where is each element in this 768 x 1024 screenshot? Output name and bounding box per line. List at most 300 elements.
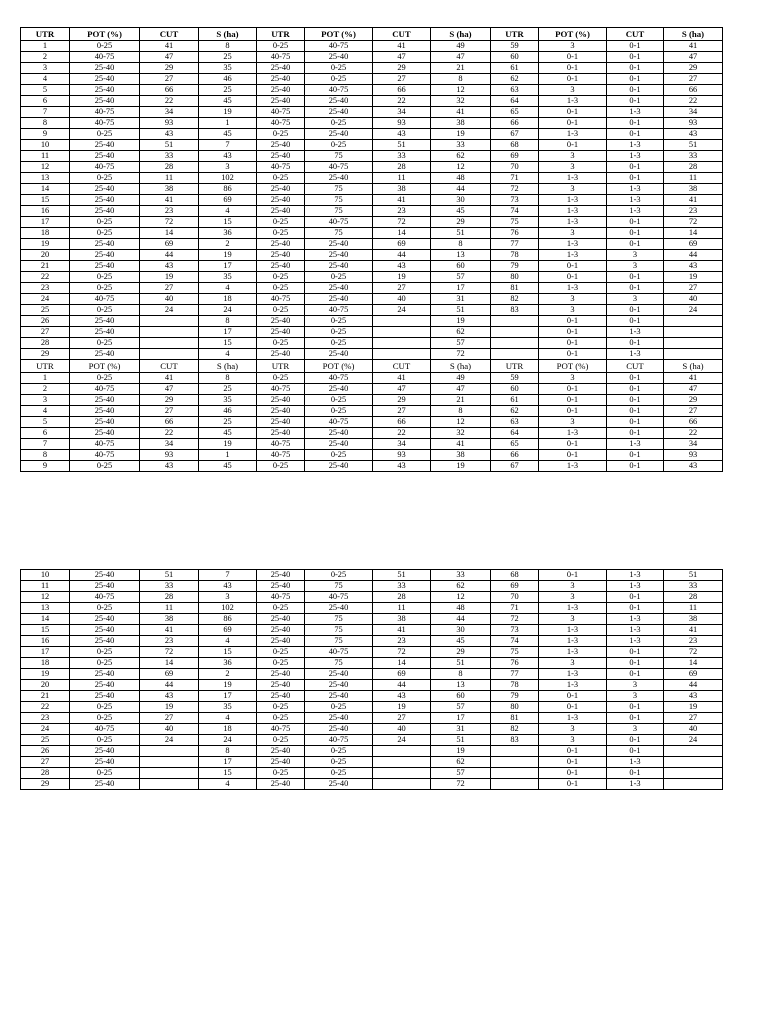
- table-row: [21, 669, 723, 680]
- table-cell: 0-25: [305, 450, 373, 461]
- table-cell: [140, 768, 199, 779]
- table-cell: 2: [21, 52, 70, 63]
- table-cell: 43: [664, 691, 723, 702]
- table-cell: 40-75: [70, 592, 140, 603]
- table-cell: 19: [373, 702, 431, 713]
- table-cell: 29: [373, 63, 431, 74]
- table-cell: 1: [21, 373, 70, 384]
- table-cell: 22: [140, 96, 199, 107]
- table-cell: 38: [664, 184, 723, 195]
- table-cell: 17: [21, 217, 70, 228]
- table-cell: 40-75: [257, 384, 305, 395]
- table-cell: 0-1: [607, 272, 664, 283]
- table-cell: 41: [373, 373, 431, 384]
- table-cell: 41: [140, 195, 199, 206]
- table-cell: 0-1: [607, 74, 664, 85]
- table-cell: 47: [140, 384, 199, 395]
- table-cell: 1-3: [607, 581, 664, 592]
- table-cell: 41: [373, 625, 431, 636]
- table-cell: 3: [539, 724, 607, 735]
- table-cell: 69: [140, 669, 199, 680]
- table-cell: 0-1: [607, 406, 664, 417]
- table-cell: 0-1: [607, 162, 664, 173]
- table-cell: 25: [199, 85, 257, 96]
- table-cell: 72: [431, 349, 491, 360]
- table-row: [21, 151, 723, 162]
- table-cell: 17: [431, 713, 491, 724]
- table-cell: 27: [140, 406, 199, 417]
- table-cell: 0-25: [257, 173, 305, 184]
- table-cell: 40-75: [70, 118, 140, 129]
- table-cell: 23: [664, 206, 723, 217]
- table-cell: 4: [199, 713, 257, 724]
- table-cell: 75: [491, 647, 539, 658]
- table-cell: 0-1: [607, 592, 664, 603]
- table-cell: 25-40: [70, 140, 140, 151]
- table-cell: [491, 349, 539, 360]
- table-cell: 25-40: [70, 349, 140, 360]
- table-cell: 38: [140, 184, 199, 195]
- table-cell: 25-40: [70, 151, 140, 162]
- column-header: UTR: [491, 28, 539, 41]
- table-cell: 25-40: [305, 680, 373, 691]
- table-cell: 40-75: [257, 724, 305, 735]
- table-cell: [664, 327, 723, 338]
- table-row: [21, 702, 723, 713]
- table-cell: 41: [431, 107, 491, 118]
- table-cell: 43: [140, 129, 199, 140]
- table-cell: 0-1: [539, 746, 607, 757]
- table-cell: 83: [491, 305, 539, 316]
- table-cell: 66: [373, 417, 431, 428]
- table-cell: 57: [431, 768, 491, 779]
- table-cell: 25-40: [70, 669, 140, 680]
- table-cell: 40-75: [70, 107, 140, 118]
- table-cell: 1-3: [539, 129, 607, 140]
- table-row: [21, 658, 723, 669]
- table-cell: 69: [373, 239, 431, 250]
- table-cell: 24: [199, 735, 257, 746]
- table-cell: 73: [491, 625, 539, 636]
- table-cell: 8: [199, 373, 257, 384]
- table-cell: 19: [431, 746, 491, 757]
- table-cell: 25-40: [70, 63, 140, 74]
- table-cell: 0-25: [257, 129, 305, 140]
- table-cell: [140, 779, 199, 790]
- table-cell: 4: [199, 636, 257, 647]
- table-cell: 0-25: [70, 272, 140, 283]
- table-cell: 35: [199, 702, 257, 713]
- table-cell: 17: [199, 691, 257, 702]
- table-cell: 23: [140, 636, 199, 647]
- table-cell: 27: [373, 283, 431, 294]
- table-cell: [140, 316, 199, 327]
- table-cell: 44: [664, 680, 723, 691]
- table-cell: 23: [373, 206, 431, 217]
- table-cell: 38: [373, 184, 431, 195]
- table-cell: 75: [305, 151, 373, 162]
- table-cell: 6: [21, 96, 70, 107]
- table-cell: 0-25: [305, 395, 373, 406]
- table-cell: 0-1: [607, 647, 664, 658]
- table-cell: 12: [431, 592, 491, 603]
- table-cell: 86: [199, 614, 257, 625]
- table-cell: 25-40: [257, 74, 305, 85]
- table-cell: 69: [664, 669, 723, 680]
- table-cell: 33: [664, 151, 723, 162]
- table-cell: 25-40: [257, 140, 305, 151]
- table-cell: 25: [21, 735, 70, 746]
- table-cell: 11: [140, 603, 199, 614]
- table-cell: 40-75: [257, 592, 305, 603]
- column-header: S (ha): [199, 28, 257, 41]
- table-cell: 48: [431, 603, 491, 614]
- table-cell: 45: [199, 129, 257, 140]
- table-cell: 71: [491, 603, 539, 614]
- table-cell: 43: [373, 261, 431, 272]
- table-cell: 0-25: [257, 338, 305, 349]
- table-cell: 0-25: [70, 713, 140, 724]
- table-cell: 2: [21, 384, 70, 395]
- table-cell: 27: [664, 74, 723, 85]
- table-cell: 40-75: [70, 724, 140, 735]
- table-cell: 0-1: [607, 417, 664, 428]
- table-cell: 25-40: [70, 74, 140, 85]
- table-cell: 35: [199, 272, 257, 283]
- table-cell: 0-25: [70, 283, 140, 294]
- table-row: [21, 406, 723, 417]
- table-cell: 17: [21, 647, 70, 658]
- table-cell: 19: [199, 107, 257, 118]
- table-row: [21, 373, 723, 384]
- table-cell: 16: [21, 636, 70, 647]
- table-cell: 25: [199, 52, 257, 63]
- table-cell: 8: [431, 239, 491, 250]
- table-cell: 75: [305, 195, 373, 206]
- table-cell: 17: [199, 261, 257, 272]
- column-header: UTR: [257, 360, 305, 373]
- table-cell: 3: [539, 658, 607, 669]
- table-row: [21, 118, 723, 129]
- table-cell: 8: [199, 746, 257, 757]
- table-cell: 0-25: [305, 140, 373, 151]
- table-cell: 5: [21, 85, 70, 96]
- table-cell: 41: [664, 625, 723, 636]
- table-cell: 93: [373, 118, 431, 129]
- table-cell: 25-40: [305, 779, 373, 790]
- table-cell: 0-25: [305, 702, 373, 713]
- table-cell: 21: [21, 691, 70, 702]
- table-cell: 15: [199, 647, 257, 658]
- table-cell: 24: [664, 305, 723, 316]
- table-cell: 77: [491, 669, 539, 680]
- table-cell: 25-40: [305, 173, 373, 184]
- table-cell: 25-40: [257, 250, 305, 261]
- table-cell: 0-25: [70, 338, 140, 349]
- table-cell: [373, 338, 431, 349]
- table-cell: 24: [664, 735, 723, 746]
- table-cell: 40-75: [305, 41, 373, 52]
- table-cell: 69: [373, 669, 431, 680]
- table-row: [21, 217, 723, 228]
- table-cell: 14: [140, 228, 199, 239]
- table-cell: 19: [21, 669, 70, 680]
- table-cell: 27: [21, 327, 70, 338]
- table-cell: 3: [607, 691, 664, 702]
- table-cell: 0-1: [607, 428, 664, 439]
- utr-table-page-1: [20, 27, 723, 472]
- table-cell: 57: [431, 702, 491, 713]
- table-cell: 76: [491, 228, 539, 239]
- table-row: [21, 52, 723, 63]
- table-cell: 69: [491, 151, 539, 162]
- table-cell: 93: [664, 118, 723, 129]
- table-cell: 9: [21, 461, 70, 472]
- table-cell: 14: [21, 184, 70, 195]
- table-cell: 51: [140, 570, 199, 581]
- table-cell: 38: [431, 450, 491, 461]
- table-cell: 25-40: [70, 85, 140, 96]
- table-cell: 24: [21, 724, 70, 735]
- table-cell: [664, 316, 723, 327]
- table-cell: 22: [664, 96, 723, 107]
- table-cell: 25-40: [70, 316, 140, 327]
- table-cell: 0-25: [257, 373, 305, 384]
- table-cell: 0-25: [70, 41, 140, 52]
- table-row: [21, 461, 723, 472]
- table-row: [21, 294, 723, 305]
- table-cell: 44: [373, 250, 431, 261]
- table-cell: 25-40: [70, 614, 140, 625]
- table-cell: 0-1: [539, 349, 607, 360]
- table-cell: 40-75: [70, 294, 140, 305]
- table-cell: 40-75: [70, 384, 140, 395]
- table-cell: 7: [21, 439, 70, 450]
- column-header: UTR: [491, 360, 539, 373]
- table-cell: 12: [431, 85, 491, 96]
- table-cell: [373, 349, 431, 360]
- table-cell: 18: [21, 228, 70, 239]
- table-cell: 44: [431, 184, 491, 195]
- table-cell: 8: [21, 450, 70, 461]
- table-cell: 3: [539, 614, 607, 625]
- table-row: [21, 625, 723, 636]
- table-cell: 11: [21, 581, 70, 592]
- table-cell: 40-75: [257, 439, 305, 450]
- table-cell: 74: [491, 636, 539, 647]
- table-cell: 47: [140, 52, 199, 63]
- table-cell: 80: [491, 702, 539, 713]
- table-cell: 25-40: [70, 636, 140, 647]
- table-cell: 59: [491, 41, 539, 52]
- table-cell: 23: [664, 636, 723, 647]
- table-cell: 43: [199, 581, 257, 592]
- table-cell: 48: [431, 173, 491, 184]
- table-cell: 1-3: [607, 349, 664, 360]
- table-cell: 0-1: [539, 757, 607, 768]
- table-cell: 22: [140, 428, 199, 439]
- table-cell: 40: [140, 724, 199, 735]
- table-cell: 26: [21, 746, 70, 757]
- table-cell: 0-25: [257, 283, 305, 294]
- table-cell: 67: [491, 129, 539, 140]
- table-cell: 65: [491, 439, 539, 450]
- table-cell: 44: [140, 680, 199, 691]
- table-cell: 3: [539, 151, 607, 162]
- table-cell: 28: [664, 592, 723, 603]
- table-cell: 1-3: [607, 327, 664, 338]
- table-cell: 102: [199, 173, 257, 184]
- table-cell: 1-3: [607, 195, 664, 206]
- table-cell: 51: [140, 140, 199, 151]
- table-cell: 25-40: [257, 195, 305, 206]
- table-cell: 33: [373, 581, 431, 592]
- table-cell: 0-1: [539, 691, 607, 702]
- table-cell: 1-3: [539, 461, 607, 472]
- table-cell: 62: [491, 74, 539, 85]
- table-cell: 25-40: [305, 294, 373, 305]
- table-cell: 45: [199, 428, 257, 439]
- column-header: S (ha): [664, 360, 723, 373]
- table-cell: 13: [21, 173, 70, 184]
- table-cell: 29: [664, 395, 723, 406]
- table-cell: 0-1: [539, 702, 607, 713]
- table-cell: 28: [373, 162, 431, 173]
- table-row: [21, 713, 723, 724]
- table-cell: 74: [491, 206, 539, 217]
- table-cell: 66: [373, 85, 431, 96]
- table-cell: 19: [664, 272, 723, 283]
- table-cell: 3: [607, 680, 664, 691]
- table-cell: 25-40: [305, 691, 373, 702]
- table-cell: 46: [199, 406, 257, 417]
- table-cell: [491, 327, 539, 338]
- table-cell: 75: [305, 636, 373, 647]
- table-cell: 8: [431, 669, 491, 680]
- table-cell: 0-1: [607, 96, 664, 107]
- table-cell: 71: [491, 173, 539, 184]
- table-row: [21, 129, 723, 140]
- table-cell: 25-40: [257, 151, 305, 162]
- table-cell: 34: [140, 439, 199, 450]
- table-cell: 19: [431, 129, 491, 140]
- table-cell: 24: [199, 305, 257, 316]
- table-cell: 31: [431, 294, 491, 305]
- table-cell: 0-25: [257, 305, 305, 316]
- table-cell: 43: [140, 261, 199, 272]
- table-cell: 25: [199, 384, 257, 395]
- table-cell: 1-3: [539, 239, 607, 250]
- table-cell: 25: [21, 305, 70, 316]
- table-cell: 43: [140, 691, 199, 702]
- table-cell: 8: [199, 316, 257, 327]
- table-cell: 25-40: [305, 724, 373, 735]
- table-cell: 2: [199, 239, 257, 250]
- table-cell: 0-1: [607, 52, 664, 63]
- table-row: [21, 349, 723, 360]
- table-cell: 15: [199, 338, 257, 349]
- table-cell: 40-75: [257, 107, 305, 118]
- table-row: [21, 305, 723, 316]
- table-cell: 47: [373, 52, 431, 63]
- table-cell: 25-40: [257, 746, 305, 757]
- table-row: [21, 239, 723, 250]
- table-cell: 24: [373, 735, 431, 746]
- table-cell: [491, 779, 539, 790]
- table-cell: 38: [373, 614, 431, 625]
- table-cell: 13: [431, 680, 491, 691]
- column-header: CUT: [140, 360, 199, 373]
- table-cell: 30: [431, 195, 491, 206]
- table-cell: 12: [21, 162, 70, 173]
- table-cell: 25-40: [257, 669, 305, 680]
- table-cell: 0-1: [607, 63, 664, 74]
- column-header: POT (%): [70, 28, 140, 41]
- table-cell: 3: [199, 162, 257, 173]
- table-cell: 3: [539, 228, 607, 239]
- table-cell: 69: [199, 625, 257, 636]
- table-cell: 63: [491, 417, 539, 428]
- table-cell: 1-3: [539, 669, 607, 680]
- table-cell: 0-25: [305, 272, 373, 283]
- table-cell: 25-40: [257, 614, 305, 625]
- table-cell: 36: [199, 228, 257, 239]
- table-cell: 43: [199, 151, 257, 162]
- table-cell: 72: [140, 217, 199, 228]
- table-cell: 25-40: [70, 417, 140, 428]
- table-cell: 25-40: [305, 428, 373, 439]
- table-cell: 40-75: [305, 592, 373, 603]
- table-cell: 29: [140, 395, 199, 406]
- table-cell: 1-3: [607, 614, 664, 625]
- table-cell: 41: [140, 41, 199, 52]
- table-cell: 25-40: [70, 757, 140, 768]
- table-cell: 68: [491, 570, 539, 581]
- table-row: [21, 603, 723, 614]
- table-cell: 29: [431, 217, 491, 228]
- table-cell: 38: [140, 614, 199, 625]
- table-cell: 25-40: [70, 206, 140, 217]
- table-cell: 0-1: [539, 406, 607, 417]
- column-header: UTR: [257, 28, 305, 41]
- table-cell: 22: [21, 702, 70, 713]
- column-header: CUT: [373, 360, 431, 373]
- table-cell: 0-1: [539, 570, 607, 581]
- table-cell: 25-40: [70, 428, 140, 439]
- table-cell: 0-25: [70, 461, 140, 472]
- table-cell: 40: [664, 294, 723, 305]
- table-cell: 19: [373, 272, 431, 283]
- table-cell: 13: [431, 250, 491, 261]
- column-header: CUT: [607, 360, 664, 373]
- table-cell: 33: [140, 581, 199, 592]
- table-cell: 29: [664, 63, 723, 74]
- table-cell: 12: [431, 162, 491, 173]
- table-cell: 0-25: [305, 118, 373, 129]
- table-cell: 25-40: [257, 625, 305, 636]
- table-cell: 25-40: [305, 52, 373, 63]
- table-cell: 0-1: [539, 768, 607, 779]
- table-cell: 11: [373, 603, 431, 614]
- table-cell: 102: [199, 603, 257, 614]
- table-cell: 1-3: [607, 107, 664, 118]
- column-header: S (ha): [664, 28, 723, 41]
- table-cell: 65: [491, 107, 539, 118]
- table-cell: 25-40: [305, 384, 373, 395]
- table-cell: 43: [373, 461, 431, 472]
- table-cell: 43: [664, 261, 723, 272]
- table-row: [21, 746, 723, 757]
